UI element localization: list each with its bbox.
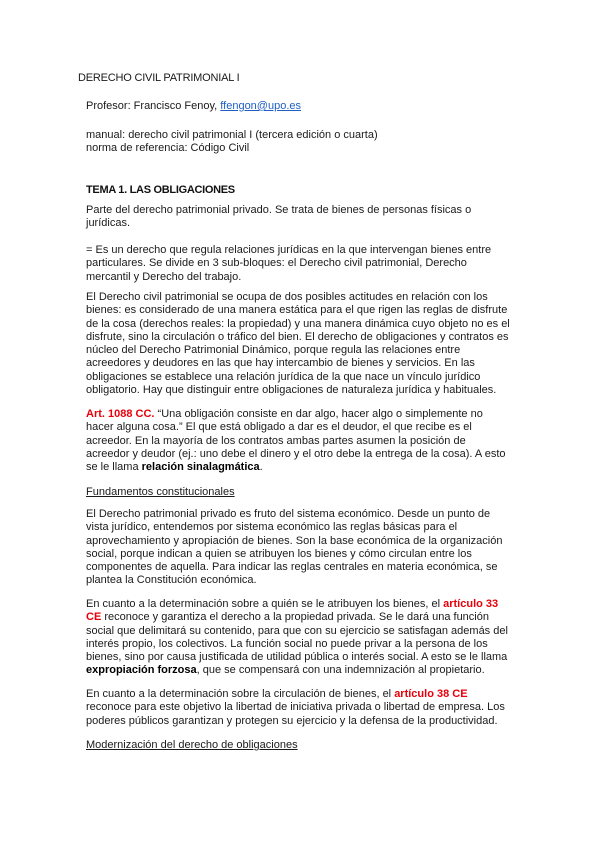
text-segment: El Derecho civil patrimonial se ocupa de dos posibles actitudes en relación con los (86, 291, 488, 303)
text-segment: vista jurídico, entendemos por sistema económico las reglas básicas para el (86, 521, 458, 534)
text-line (86, 521, 502, 534)
text-line (86, 611, 508, 624)
text-line (86, 651, 508, 664)
text-line (86, 561, 502, 574)
text-segment: componentes de aquella. Para indicar las reglas centrales en materia económica, se (86, 561, 498, 574)
text-line (86, 100, 301, 113)
article-paragraph (86, 408, 506, 474)
paragraph (86, 204, 471, 231)
text-line (86, 664, 508, 677)
text-segment: disfrute, sino la circulación o tráfico del bien. El derecho de obligaciones y contratos es (86, 330, 509, 343)
text-line (86, 204, 471, 217)
text-line (86, 461, 506, 474)
text-line (86, 548, 502, 561)
text-line (86, 371, 510, 384)
text-segment: jurídicas. (86, 217, 131, 230)
text-segment: social, porque indican a quien se atribuyen los bienes y cómo circulan entre los (86, 547, 472, 560)
professor-line (86, 100, 301, 113)
text-segment: acreedor y deudor (ej.: uno debe el dinero y el otro debe la entrega de la cosa). A esto (86, 447, 506, 460)
bold-term: expropiación forzosa (86, 664, 197, 677)
text-segment: aprovechamiento y apropiación de bienes. Son la base económica de la organización (86, 534, 503, 547)
text-segment: Modernización del derecho de obligaciones (86, 739, 298, 751)
text-segment: TEMA 1. LAS OBLIGACIONES (86, 184, 235, 196)
text-line (86, 625, 508, 638)
text-line (86, 304, 510, 317)
text-segment: núcleo del Derecho Patrimonial Dinámico, porque regula las relaciones entre (86, 344, 461, 357)
text-line (86, 739, 298, 752)
text-line (86, 331, 510, 344)
text-line (86, 129, 378, 142)
text-line (86, 701, 505, 714)
text-segment: bienes, sino por causa justificada de utilidad pública o interés social. A esto se le llama (86, 651, 508, 664)
text-segment: acreedores y deudores en las que hay intercambio de bienes y servicios. En las (86, 357, 475, 370)
text-line (86, 448, 506, 461)
text-segment: reconoce y garantiza el derecho a la propiedad privada. Se le dará una función (101, 611, 489, 624)
text-segment: , que se compensará con una indemnización al propietario. (196, 664, 485, 677)
paragraph (86, 598, 508, 678)
text-segment: = Es un derecho que regula relaciones jurídicas en la que intervengan bienes entre (86, 244, 492, 256)
text-line (86, 508, 502, 521)
text-line (86, 291, 510, 304)
subheading (86, 739, 298, 752)
text-segment: Profesor: Francisco Fenoy, (86, 100, 221, 112)
text-line (86, 435, 506, 448)
text-segment: En cuanto a la determinación sobre a quién se le atribuyen los bienes, el (86, 598, 444, 610)
text-segment: se le llama (86, 461, 142, 474)
text-segment: mercantil y Derecho del trabajo. (86, 270, 242, 283)
text-segment: reconoce para este objetivo la libertad de iniciativa privada o libertad de empresa. Los (86, 701, 505, 714)
text-segment: Fundamentos constitucionales (86, 486, 235, 498)
text-segment: obligaciones se establece una relación jurídica de la que nace un vínculo jurídico (86, 370, 481, 383)
text-line (86, 357, 510, 370)
subheading (86, 486, 235, 499)
text-segment: de la cosa (derechos reales: la propiedad) y una manera dinámica cuyo objeto no es el (86, 317, 510, 330)
bold-term: relación sinalagmática (141, 461, 260, 474)
text-segment: acreedor. En la mayoría de los contratos ambas partes asumen la posición de (86, 434, 466, 447)
section-heading (86, 184, 235, 197)
paragraph (86, 508, 502, 588)
text-segment: bienes: es considerado de una manera estática para el que rigen las reglas de disfrute (86, 304, 508, 317)
document-title: DERECHO CIVIL PATRIMONIAL I (78, 72, 240, 84)
text-segment: Parte del derecho patrimonial privado. Se trata de bienes de personas físicas o (86, 204, 472, 216)
text-line (86, 344, 510, 357)
text-line (86, 408, 506, 421)
text-line (86, 217, 471, 230)
text-line (86, 421, 506, 434)
text-segment: hacer alguna cosa.” El que está obligado a dar es el deudor, el que recibe es el (86, 421, 472, 434)
text-segment: social que delimitará su contenido, para que con su ejercicio se satisfagan además del (86, 624, 508, 637)
text-line (86, 486, 235, 499)
text-line (86, 244, 491, 257)
text-line (86, 384, 510, 397)
article-reference: artículo 33 (443, 598, 499, 610)
email-link[interactable]: ffengon@upo.es (220, 100, 301, 112)
text-line (86, 574, 502, 587)
text-segment: obligatorio. Hay que distinguir entre obligaciones de naturaleza jurídica y habituales. (86, 384, 497, 397)
text-line (86, 318, 510, 331)
text-segment: particulares. Se divide en 3 sub-bloques: el Derecho civil patrimonial, Derecho (86, 257, 467, 270)
text-segment: interés propio, los colectivos. La función social no puede privar a la persona de los (86, 637, 488, 650)
text-line (86, 184, 235, 197)
manual-info (86, 129, 378, 156)
text-line (86, 535, 502, 548)
paragraph (86, 291, 510, 397)
paragraph (86, 688, 505, 728)
text-segment: plantea la Constitución económica. (86, 574, 257, 587)
text-line (86, 598, 508, 611)
text-line (86, 715, 505, 728)
text-line (86, 142, 378, 155)
article-reference: Art. 1088 CC. (86, 408, 155, 420)
text-segment: “Una obligación consiste en dar algo, hacer algo o simplemente no (154, 408, 483, 420)
text-segment: poderes públicos garantizan y protegen su ejercicio y la defensa de la productividad. (86, 714, 498, 727)
text-segment: norma de referencia: Código Civil (86, 142, 250, 155)
article-reference: artículo 38 CE (394, 688, 468, 700)
text-line (86, 638, 508, 651)
text-segment: manual: derecho civil patrimonial I (tercera edición o cuarta) (86, 129, 378, 141)
text-segment: En cuanto a la determinación sobre la circulación de bienes, el (86, 688, 395, 700)
text-line (86, 257, 491, 270)
paragraph (86, 244, 491, 284)
text-segment: El Derecho patrimonial privado es fruto del sistema económico. Desde un punto de (86, 508, 491, 520)
text-segment: . (259, 461, 263, 474)
article-reference: CE (86, 611, 102, 624)
text-line (86, 688, 505, 701)
text-line (86, 271, 491, 284)
